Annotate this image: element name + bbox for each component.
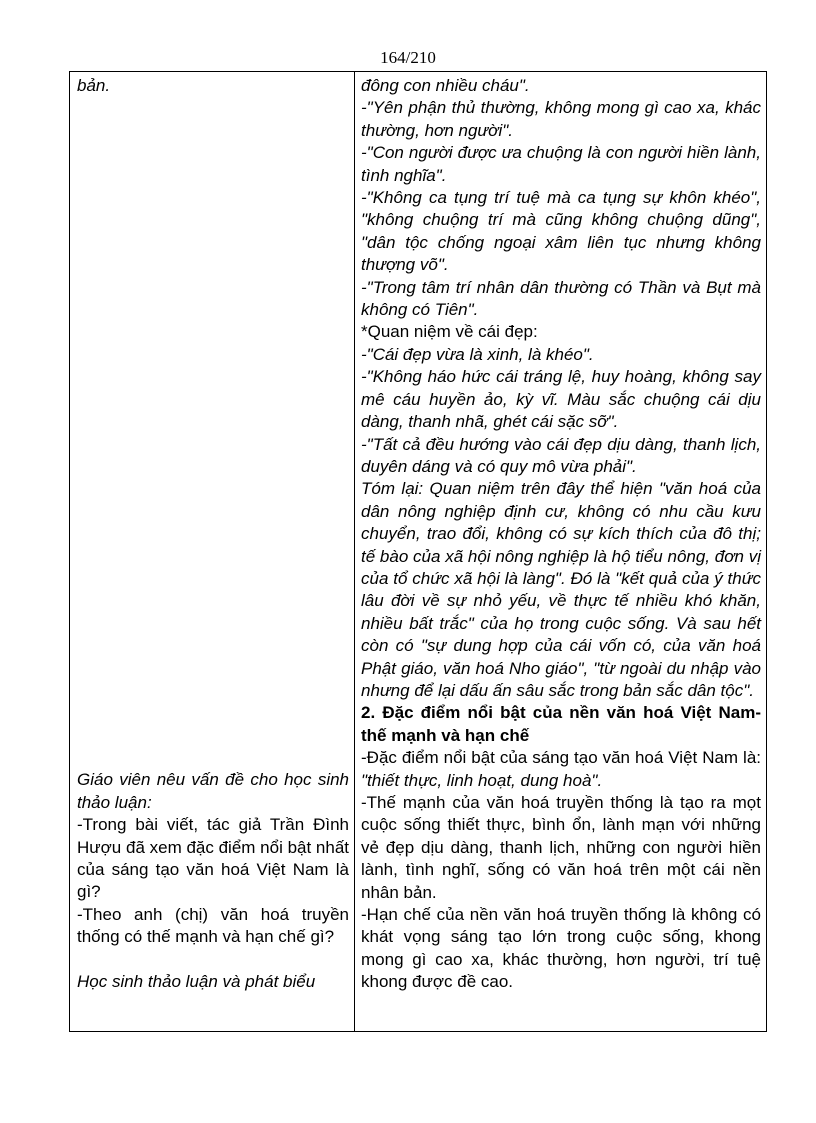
left-top-fragment: bản. [77, 76, 111, 95]
page-number: 164/210 [380, 48, 436, 67]
text-paragraph: -"Trong tâm trí nhân dân thường có Thần và Bụt mà không có Tiên". [361, 277, 761, 320]
text-paragraph: -"Không ca tụng trí tuệ mà ca tụng sự khôn khéo", "không chuộng trí mà cũng không chuộng dũng", "dân tộc chống ngoại xâm liên tục nhưng không thượng võ". [361, 188, 761, 275]
text-paragraph [361, 747, 761, 792]
beauty-concept-heading: *Quan niệm về cái đẹp: [361, 322, 538, 342]
teacher-column [77, 75, 349, 993]
text-paragraph: -"Cái đẹp vừa là xinh, là khéo". [361, 344, 594, 364]
summary-paragraph: Tóm lại: Quan niệm trên đây thể hiện "văn hoá của dân nông nghiệp định cư, không có nhu cầu kưu chuyển, trao đổi, không có sự kích thích của đô thị; tế bào của xã hội nông nghiệp là hộ tiểu nông, đơn vị của tổ chức xã hội là làng". Đó là "kết quả của ý thức lâu đời về sự nhỏ yếu, về thực tế nhiều khó khăn, nhiều bất trắc" của họ trong cuộc sống. Và sau hết còn có "sự dung hợp của cái vốn có, của văn hoá Phật giáo, văn hoá Nho giáo", "từ ngoài du nhập vào nhưng để lại dấu ấn sâu sắc trong bản sắc dân tộc". [361, 479, 761, 700]
text-paragraph: -"Yên phận thủ thường, không mong gì cao xa, khác thường, hơn người". [361, 98, 761, 140]
column-divider [354, 72, 355, 1031]
text-paragraph: -"Không háo hức cái tráng lệ, huy hoàng, không say mê cáu huyền ảo, kỳ vĩ. Màu sắc chuộng cái dịu dàng, thanh nhã, ghét cái sặc sỡ". [361, 367, 761, 432]
text-paragraph: -"Tất cả đều hướng vào cái đẹp dịu dàng, thanh lịch, duyên dáng và có quy mô vừa phải". [361, 434, 761, 476]
content-column [361, 75, 761, 994]
text-paragraph: đông con nhiều cháu". [361, 76, 530, 95]
lesson-table [69, 71, 767, 1032]
teacher-prompt: Giáo viên nêu vấn đề cho học sinh thảo luận: [77, 770, 349, 812]
text-paragraph: -Hạn chế của nền văn hoá truyền thống là không có khát vọng sáng tạo lớn trong cuộc sống, khong mong gì cao xa, khác thường, hơn người, trí tuệ khong được đề cao. [361, 905, 761, 992]
discussion-question-2: -Theo anh (chị) văn hoá truyền thống có thế mạnh và hạn chế gì? [77, 904, 349, 947]
discussion-question-1: -Trong bài viết, tác giả Trần Đình Hượu đã xem đặc điểm nổi bật nhất của sáng tạo văn hoá Việt Nam là gì? [77, 815, 350, 902]
feature-quote: "thiết thực, linh hoạt, dung hoà". [361, 770, 603, 790]
text-paragraph: -Thế mạnh của văn hoá truyền thống là tạo ra mọt cuộc sống thiết thực, bình ổn, lành mạn với những vẻ đẹp dịu dàng, thanh lịch, những con người hiền lành, tình nghĩ, sống có văn hoá trên một cái nền nhân bản. [361, 793, 761, 902]
feature-intro: -Đặc điểm nổi bật của sáng tạo văn hoá Việt Nam là: [361, 748, 761, 768]
section-heading: 2. Đặc điểm nổi bật của nền văn hoá Việt Nam-thế mạnh và hạn chế [361, 703, 761, 745]
student-note: Học sinh thảo luận và phát biểu [77, 971, 316, 991]
text-paragraph: -"Con người được ưa chuộng là con người hiền lành, tình nghĩa". [361, 143, 761, 185]
